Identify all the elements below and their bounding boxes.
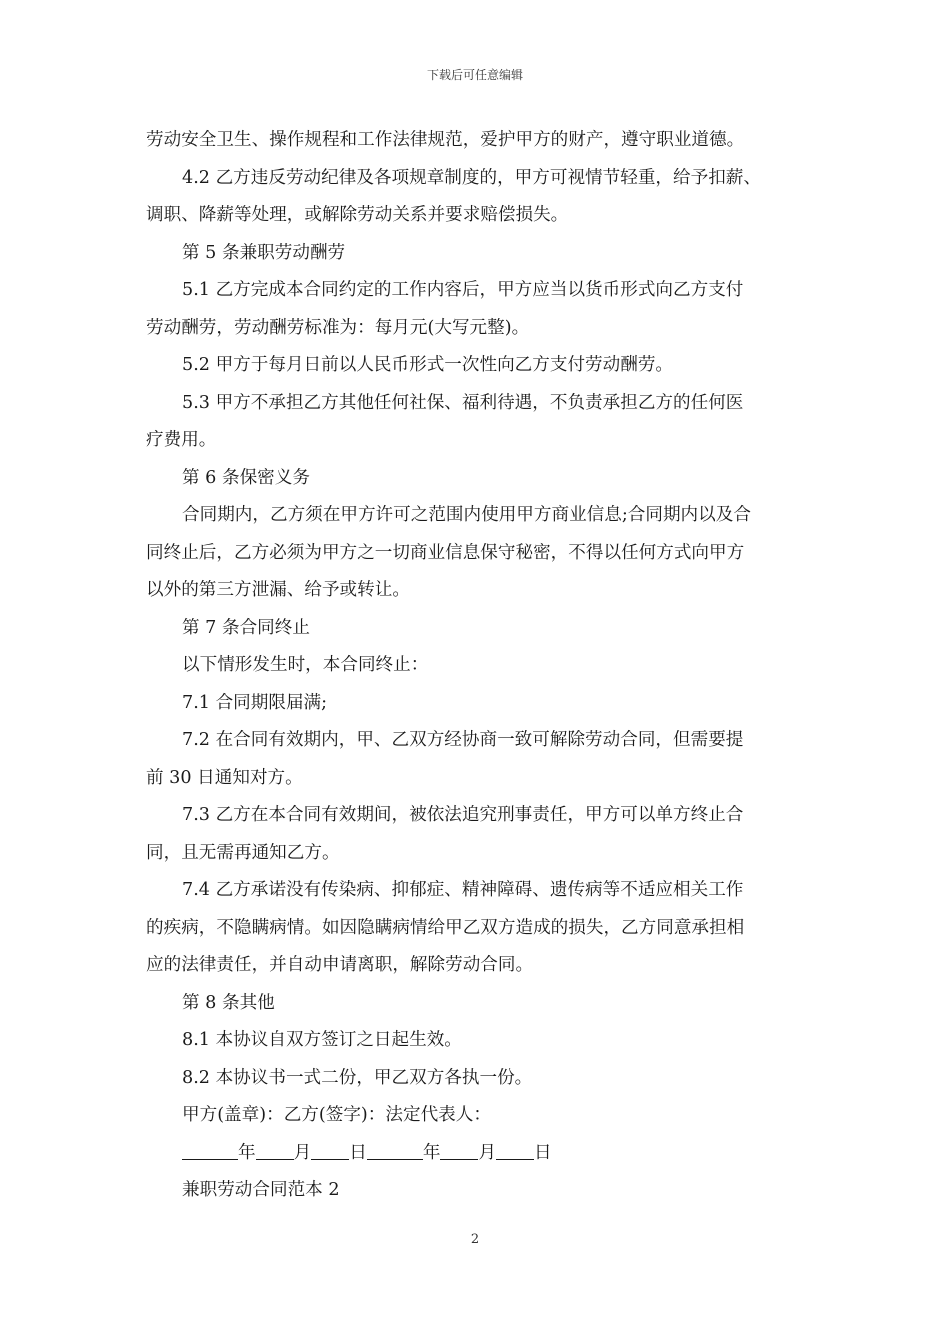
clause-7-4: 7.4 乙方承诺没有传染病、抑郁症、精神障碍、遗传病等不适应相关工作: [182, 880, 744, 900]
year-blank: [182, 1137, 238, 1160]
clause-7-3: 7.3 乙方在本合同有效期间，被依法追究刑事责任，甲方可以单方终止合: [182, 805, 744, 825]
clause-5-1: 5.1 乙方完成本合同约定的工作内容后，甲方应当以货币形式向乙方支付: [182, 280, 744, 300]
year-blank: [367, 1137, 423, 1160]
section-heading-6: 第 6 条保密义务: [182, 467, 310, 488]
document-body: [146, 122, 811, 1210]
paragraph-line: 应的法律责任，并自动申请离职，解除劳动合同。: [146, 955, 534, 975]
month-label: 月: [293, 1142, 312, 1163]
page-header: 下载后可任意编辑: [426, 68, 523, 82]
year-label: 年: [238, 1142, 256, 1163]
day-blank: [311, 1137, 349, 1160]
clause-5-2: 5.2 甲方于每月日前以人民币形式一次性向乙方支付劳动酬劳。: [182, 355, 674, 375]
day-label: 日: [534, 1142, 552, 1163]
termination-intro: 以下情形发生时，本合同终止：: [182, 655, 429, 675]
day-label: 日: [349, 1142, 367, 1163]
clause-7-2: 7.2 在合同有效期内，甲、乙双方经协商一致可解除劳动合同，但需要提: [182, 730, 744, 750]
signature-line: 甲方(盖章)：乙方(签字)：法定代表人：: [182, 1105, 491, 1125]
section-heading-8: 第 8 条其他: [182, 992, 275, 1013]
section-heading-5: 第 5 条兼职劳动酬劳: [182, 242, 346, 263]
paragraph-line: 疗费用。: [146, 430, 217, 450]
clause-8-1: 8.1 本协议自双方签订之日起生效。: [182, 1030, 462, 1050]
year-label: 年: [422, 1142, 441, 1163]
paragraph-line: 调职、降薪等处理，或解除劳动关系并要求赔偿损失。: [146, 205, 569, 225]
month-label: 月: [478, 1142, 497, 1163]
paragraph-line: 以外的第三方泄漏、给予或转让。: [146, 580, 410, 600]
paragraph-line: 劳动安全卫生、操作规程和工作法律规范，爱护甲方的财产，遵守职业道德。: [146, 130, 745, 150]
day-blank: [496, 1137, 534, 1160]
month-blank: [440, 1137, 478, 1160]
next-contract-title: 兼职劳动合同范本 2: [182, 1180, 340, 1200]
confidentiality-paragraph: 合同期内，乙方须在甲方许可之范围内使用甲方商业信息;合同期内以及合: [182, 505, 751, 525]
paragraph-line: 同，且无需再通知乙方。: [146, 842, 340, 863]
date-line: [146, 1135, 811, 1173]
clause-4-2: 4.2 乙方违反劳动纪律及各项规章制度的，甲方可视情节轻重，给予扣薪、: [182, 167, 761, 188]
month-blank: [256, 1137, 294, 1160]
page-number: 2: [470, 1232, 480, 1247]
clause-5-3: 5.3 甲方不承担乙方其他任何社保、福利待遇，不负责承担乙方的任何医: [182, 392, 744, 413]
clause-8-2: 8.2 本协议书一式二份，甲乙双方各执一份。: [182, 1067, 533, 1088]
paragraph-line: 同终止后，乙方必须为甲方之一切商业信息保守秘密，不得以任何方式向甲方: [146, 542, 745, 563]
paragraph-line: 的疾病，不隐瞒病情。如因隐瞒病情给甲乙双方造成的损失，乙方同意承担相: [146, 917, 745, 938]
clause-7-1: 7.1 合同期限届满;: [182, 692, 328, 713]
paragraph-line: 前 30 日通知对方。: [146, 767, 303, 788]
section-heading-7: 第 7 条合同终止: [182, 617, 310, 638]
paragraph-line: 劳动酬劳，劳动酬劳标准为：每月元(大写元整)。: [146, 317, 530, 338]
